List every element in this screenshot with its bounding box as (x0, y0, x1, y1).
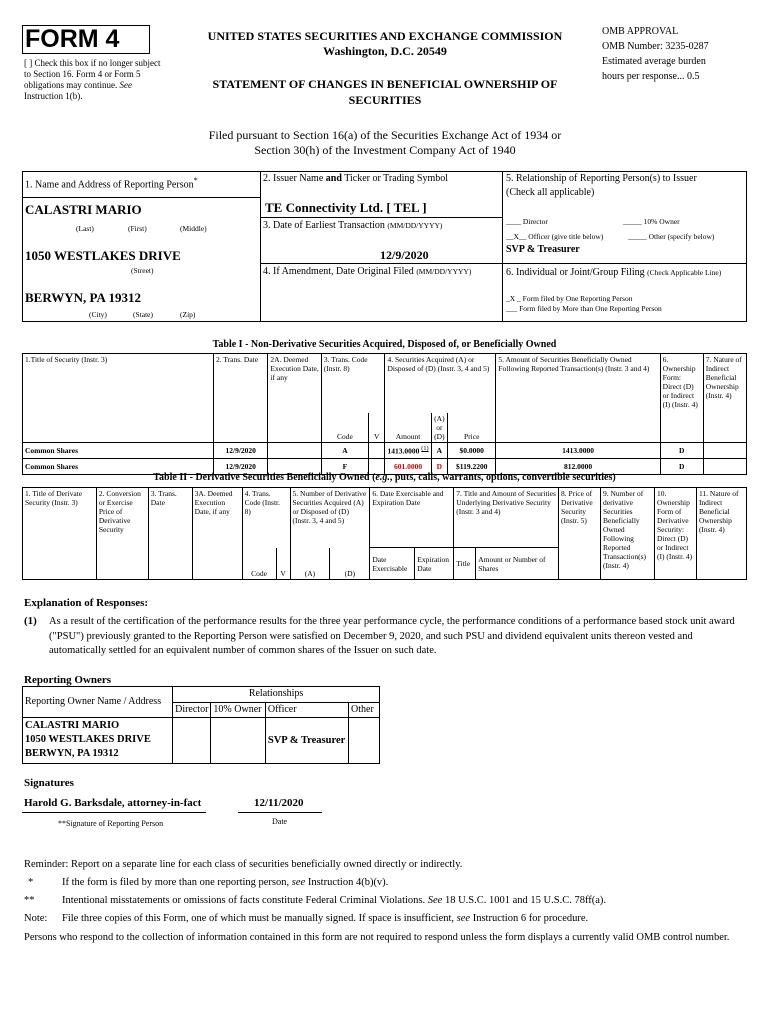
t1-h7: 7. Nature of Indirect Beneficial Ownership (Instr. 4) (703, 354, 746, 443)
note-star-marker: * (28, 877, 34, 888)
t2-amt-shares: Amount or Number of Shares (476, 548, 559, 580)
t1-h2a: 2A. Deemed Execution Date, if any (268, 354, 321, 443)
t1-h2: 2. Trans. Date (214, 354, 268, 443)
t2-h8: 8. Price of Derivative Security (Instr. 5) (559, 488, 601, 580)
owners-col-officer: Officer (265, 703, 348, 718)
table-row (23, 718, 380, 764)
box1-label: 1. Name and Address of Reporting Person* (25, 176, 198, 191)
t2-h5: 5. Number of Derivative Securities Acquired (A) or Disposed of (D) (Instr. 3, 4 and 5) (290, 488, 370, 548)
issuer-name: TE Connectivity Ltd. [ TEL ] (265, 200, 427, 215)
t2-v: V (276, 548, 290, 580)
label-zip: (Zip) (180, 310, 196, 319)
owners-table (22, 686, 380, 764)
label-city: (City) (89, 310, 107, 319)
relationship-director[interactable]: ____ Director (506, 217, 548, 226)
reporting-person-street: 1050 WESTLAKES DRIVE (25, 248, 181, 263)
t2-h3: 3. Trans. Date (148, 488, 192, 580)
t2-date-ex: Date Exercisable (370, 548, 415, 580)
owner-street: 1050 WESTLAKES DRIVE (25, 734, 151, 745)
box4-label: 4. If Amendment, Date Original Filed (MM/DD/YYYY) (263, 266, 472, 277)
relationship-other[interactable]: _____ Other (specify below) (628, 232, 715, 241)
t1-h5: 5. Amount of Securities Beneficially Owned Following Reported Transaction(s) (Instr. 3 and 4) (496, 354, 660, 443)
owners-heading: Reporting Owners (24, 674, 112, 686)
signer-name: Harold G. Barksdale, attorney-in-fact (24, 797, 202, 809)
form-title: FORM 4 (25, 25, 120, 53)
statement-title: STATEMENT OF CHANGES IN BENEFICIAL OWNERSHIP OF SECURITIES (212, 77, 558, 107)
t1-aord: (A) or (D) (431, 413, 447, 443)
owners-col-ten: 10% Owner (211, 703, 265, 718)
t1-price: Price (448, 413, 496, 443)
t1-h1: 1.Title of Security (Instr. 3) (23, 354, 214, 443)
omb-approval: OMB APPROVAL (602, 26, 679, 37)
filed-pursuant: Filed pursuant to Section 16(a) of the Securities Exchange Act of 1934 or Section 30(h) of the Investment Company Act of 1940 (208, 128, 562, 157)
t1-h3: 3. Trans. Code (Instr. 8) (321, 354, 385, 413)
owners-col-other: Other (349, 703, 380, 718)
t2-d: (D) (330, 548, 370, 580)
signatures-heading: Signatures (24, 777, 74, 789)
note-star-text: If the form is filed by more than one reporting person, see Instruction 4(b)(v). (62, 877, 389, 888)
label-last: (Last) (76, 224, 94, 233)
officer-title: SVP & Treasurer (506, 244, 580, 255)
t2-a: (A) (290, 548, 330, 580)
relationship-officer[interactable]: __X__ Officer (give title below) (506, 232, 604, 241)
t2-h6: 6. Date Exercisable and Expiration Date (370, 488, 454, 548)
owner-city: BERWYN, PA 19312 (25, 748, 119, 759)
signature-label: **Signature of Reporting Person (58, 819, 164, 828)
agency-city: Washington, D.C. 20549 (323, 44, 447, 58)
label-first: (First) (128, 224, 147, 233)
date-label: Date (272, 817, 288, 826)
t1-h4: 4. Securities Acquired (A) or Disposed of (D) (Instr. 3, 4 and 5) (385, 354, 496, 413)
owner-name: CALASTRI MARIO (25, 720, 120, 731)
form-title-box (22, 25, 150, 54)
footnote-text: As a result of the certification of the performance results for the three year performance cycle, the performance conditions of a performance based stock unit award ("PSU") previously granted to the Reporting Person were satisfied on December 9, 2020, and such PSU and dividend equivalent units thereon vested and automatically settled for an equivalent number of common shares of the Issuer on such date. (49, 616, 735, 656)
t2-h4: 4. Trans. Code (Instr. 8) (242, 488, 290, 548)
omb-hours: hours per response... 0.5 (602, 71, 700, 82)
label-middle: (Middle) (180, 224, 207, 233)
table-row: Common Shares 12/9/2020 F 601.0000 D $119.2200 812.0000 D (23, 458, 747, 474)
owner-officer-title: SVP & Treasurer (265, 718, 348, 764)
t2-exp: Expiration Date (415, 548, 454, 580)
table2 (22, 487, 747, 580)
table1-title: Table I - Non-Derivative Securities Acquired, Disposed of, or Beneficially Owned (212, 339, 557, 350)
note-dstar-marker: ** (24, 895, 35, 906)
t2-h3a: 3A. Deemed Execution Date, if any (192, 488, 242, 580)
label-state: (State) (133, 310, 153, 319)
agency-name: UNITED STATES SECURITIES AND EXCHANGE COMMISSION (207, 29, 563, 43)
box6-label: 6. Individual or Joint/Group Filing (Check Applicable Line) (506, 267, 722, 278)
omb-box (602, 24, 762, 84)
footnote-number: (1) (24, 615, 37, 627)
t2-h11: 11. Nature of Indirect Beneficial Ownership (Instr. 4) (696, 488, 746, 580)
table-row: Common Shares 12/9/2020 A 1413.0000 $^{(1)}$ A $0.0000 1413.0000 D (23, 442, 747, 458)
reporting-person-name: CALASTRI MARIO (25, 202, 142, 217)
label-street: (Street) (131, 266, 154, 275)
owners-col-director: Director (173, 703, 211, 718)
omb-number: OMB Number: 3235-0287 (602, 41, 709, 52)
t2-code: Code (242, 548, 276, 580)
t1-amount: Amount (385, 413, 431, 443)
owners-relationships: Relationships (173, 687, 380, 703)
t2-h1: 1. Title of Derivate Security (Instr. 3) (23, 488, 97, 580)
t1-h6: 6. Ownership Form: Direct (D) or Indirect (I) (Instr. 4) (660, 354, 703, 443)
box5-label: 5. Relationship of Reporting Person(s) to Issuer (Check all applicable) (506, 173, 697, 198)
t1-v: V (369, 413, 385, 443)
t2-h10: 10. Ownership Form of Derivative Security: Direct (D) or Indirect (I) (Instr. 4) (654, 488, 696, 580)
reminder-text: Reminder: Report on a separate line for each class of securities beneficially owned directly or indirectly. (24, 859, 463, 870)
table2-title: Table II - Derivative Securities Beneficially Owned (e.g., puts, calls, warrants, options, convertible securities) (153, 472, 616, 483)
note-text: File three copies of this Form, one of which must be manually signed. If space is insufficient, see Instruction 6 for procedure. (62, 913, 589, 924)
earliest-transaction-date: 12/9/2020 (380, 248, 429, 262)
omb-burden: Estimated average burden (602, 56, 706, 67)
filing-more-persons[interactable]: ___ Form filed by More than One Reporting Person (506, 304, 662, 313)
note-label: Note: (24, 913, 48, 924)
t2-h9: 9. Number of derivative Securities Beneficially Owned Following Reported Transaction(s) (Instr. 4) (601, 488, 655, 580)
relationship-ten-pct[interactable]: _____ 10% Owner (623, 217, 680, 226)
persons-notice: Persons who respond to the collection of information contained in this form are not required to respond unless the form displays a currently valid OMB control number. (24, 932, 730, 943)
t2-title: Title (454, 548, 476, 580)
box2-label: 2. Issuer Name and Ticker or Trading Symbol (263, 173, 449, 184)
signature-date: 12/11/2020 (254, 797, 304, 809)
explanation-heading: Explanation of Responses: (24, 597, 149, 609)
reporting-person-city: BERWYN, PA 19312 (25, 290, 141, 305)
t1-code: Code (321, 413, 368, 443)
box3-label: 3. Date of Earliest Transaction (MM/DD/YYYY) (263, 220, 443, 231)
t2-h2: 2. Conversion or Exercise Price of Derivative Security (96, 488, 148, 580)
table1 (22, 353, 747, 475)
owners-col-name: Reporting Owner Name / Address (23, 687, 173, 718)
check-box-notice[interactable]: [ ] Check this box if no longer subject to Section 16. Form 4 or Form 5 obligations may continue. See Instruction 1(b). (24, 58, 161, 101)
t2-h7: 7. Title and Amount of Securities Underlying Derivative Security (Instr. 3 and 4) (454, 488, 559, 548)
filing-one-person[interactable]: _X _ Form filed by One Reporting Person (506, 294, 633, 303)
note-dstar-text: Intentional misstatements or omissions of facts constitute Federal Criminal Violations. See 18 U.S.C. 1001 and 15 U.S.C. 78ff(a). (62, 895, 607, 906)
